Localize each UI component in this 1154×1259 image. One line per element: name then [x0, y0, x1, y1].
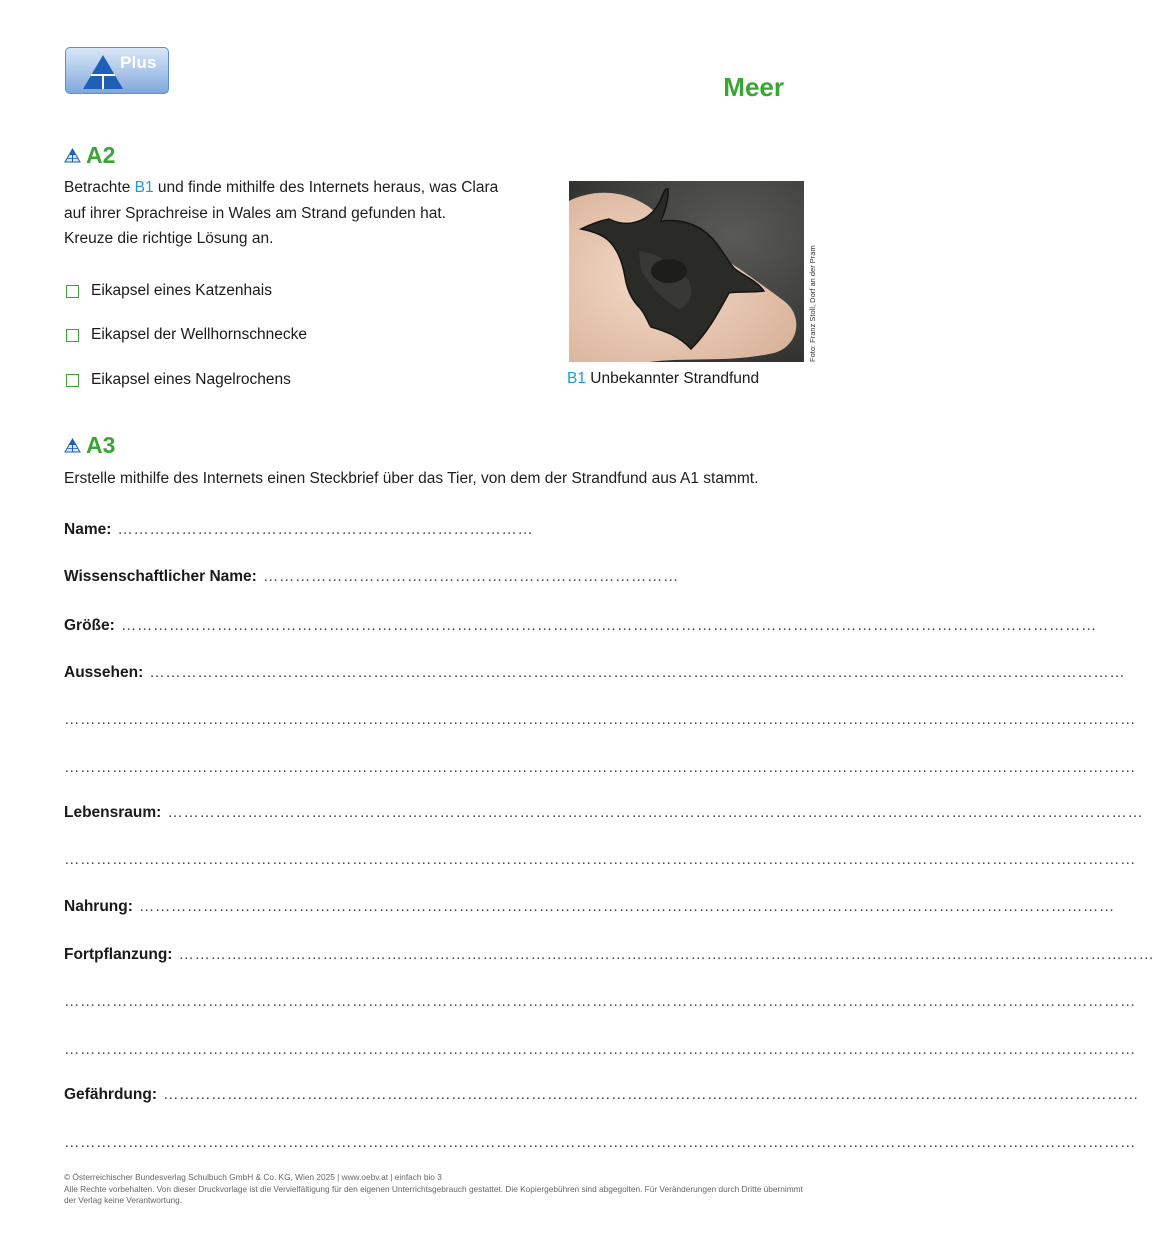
task-a2-label: A2	[86, 142, 116, 168]
figure-ref: B1	[134, 179, 154, 196]
answer-line[interactable]: …………………………………………………………………………………………………………………………………………………………………………………	[64, 851, 1136, 868]
task-a2-instruction	[64, 175, 544, 252]
field-label: Aussehen:	[64, 664, 144, 681]
field-scientific-name[interactable]	[64, 568, 814, 586]
answer-line[interactable]: …………………………………………………………………………………………………………………………………………………………………	[149, 664, 1126, 681]
footer-line2: Alle Rechte vorbehalten. Von dieser Druckvorlage ist die Vervielfältigung für den eigenen Unterrichtsgebrauch gestattet. Die Kopiergebühren sind abgegolten. Für Veränderungen durch Dritte übernimmt der Verlag keine Verantwortung.	[64, 1183, 803, 1205]
field-label: Wissenschaftlicher Name:	[64, 568, 257, 585]
instruction-pre: Betrachte	[64, 179, 135, 196]
field-label: Gefährdung:	[64, 1086, 157, 1103]
photo-credit: Foto: Franz Stoll, Dorf an der Pram	[808, 245, 817, 362]
topic-title: Meer	[723, 72, 784, 102]
checkbox[interactable]	[66, 329, 79, 342]
answer-line[interactable]: …………………………………………………………………………………………………………………………………………………………………	[163, 1086, 1139, 1103]
answer-line[interactable]: …………………………………………………………………………………………………………………………………………………………………………………	[64, 1134, 1136, 1151]
answer-line[interactable]: …………………………………………………………………………………………………………………………………………………………………	[167, 804, 1144, 821]
checkbox[interactable]	[66, 285, 79, 298]
instruction-line2: auf ihrer Sprachreise in Wales am Strand gefunden hat.	[64, 204, 446, 222]
field-label: Größe:	[64, 617, 115, 634]
answer-line[interactable]: …………………………………………………………………………………………………………………………………………………………………	[138, 898, 1115, 915]
field-appearance[interactable]	[64, 664, 1126, 682]
strandfund-photo	[569, 181, 804, 362]
instruction-line3: Kreuze die richtige Lösung an.	[64, 230, 274, 247]
field-size[interactable]	[64, 617, 1097, 635]
answer-line[interactable]: …………………………………………………………………………………………………………………………………………………………………………………	[64, 1041, 1136, 1058]
answer-option-1[interactable]	[66, 282, 272, 300]
instruction-line1: und finde mithilfe des Internets heraus, was Clara	[153, 179, 499, 196]
caption-ref: B1	[567, 370, 586, 387]
answer-line[interactable]: …………………………………………………………………………………………………………………………………………………………………	[120, 617, 1097, 634]
option-label: Eikapsel der Wellhornschnecke	[91, 326, 307, 343]
caption-text: Unbekannter Strandfund	[585, 370, 760, 387]
answer-option-3[interactable]	[66, 371, 291, 389]
option-label: Eikapsel eines Katzenhais	[91, 282, 272, 299]
field-food[interactable]	[64, 898, 1115, 916]
task-a3-instruction: Erstelle mithilfe des Internets einen Steckbrief über das Tier, von dem der Strandfund aus A1 stammt.	[64, 470, 759, 487]
copyright-footer	[64, 1172, 804, 1207]
answer-line[interactable]: …………………………………………………………………………………………………………………………………………………………………………………	[64, 993, 1136, 1010]
plus-logo	[65, 47, 169, 94]
field-habitat[interactable]	[64, 804, 1144, 822]
pyramid-level-icon	[64, 148, 81, 163]
logo-label: Plus	[120, 53, 157, 72]
answer-option-2[interactable]	[66, 326, 307, 344]
option-label: Eikapsel eines Nagelrochens	[91, 371, 291, 388]
figure-caption	[567, 370, 759, 388]
pyramid-level-icon	[64, 438, 81, 453]
answer-line[interactable]: ……………………………………………………………………	[117, 521, 534, 538]
field-name[interactable]	[64, 521, 814, 539]
field-label: Name:	[64, 521, 112, 538]
field-label: Fortpflanzung:	[64, 946, 173, 963]
task-a3-label: A3	[86, 432, 116, 458]
checkbox[interactable]	[66, 374, 79, 387]
answer-line[interactable]: …………………………………………………………………………………………………………………………………………………………………	[178, 946, 1154, 963]
answer-line[interactable]: …………………………………………………………………………………………………………………………………………………………………………………	[64, 711, 1136, 728]
task-a3-heading	[64, 432, 115, 459]
task-a2-heading	[64, 142, 115, 169]
answer-line[interactable]: ……………………………………………………………………	[262, 568, 679, 585]
field-label: Lebensraum:	[64, 804, 162, 821]
field-label: Nahrung:	[64, 898, 133, 915]
field-reproduction[interactable]	[64, 946, 1154, 964]
answer-line[interactable]: …………………………………………………………………………………………………………………………………………………………………………………	[64, 759, 1136, 776]
field-endangerment[interactable]	[64, 1086, 1139, 1104]
footer-line1: © Österreichischer Bundesverlag Schulbuch GmbH & Co. KG, Wien 2025 | www.oebv.at | einfach bio 3	[64, 1172, 442, 1182]
